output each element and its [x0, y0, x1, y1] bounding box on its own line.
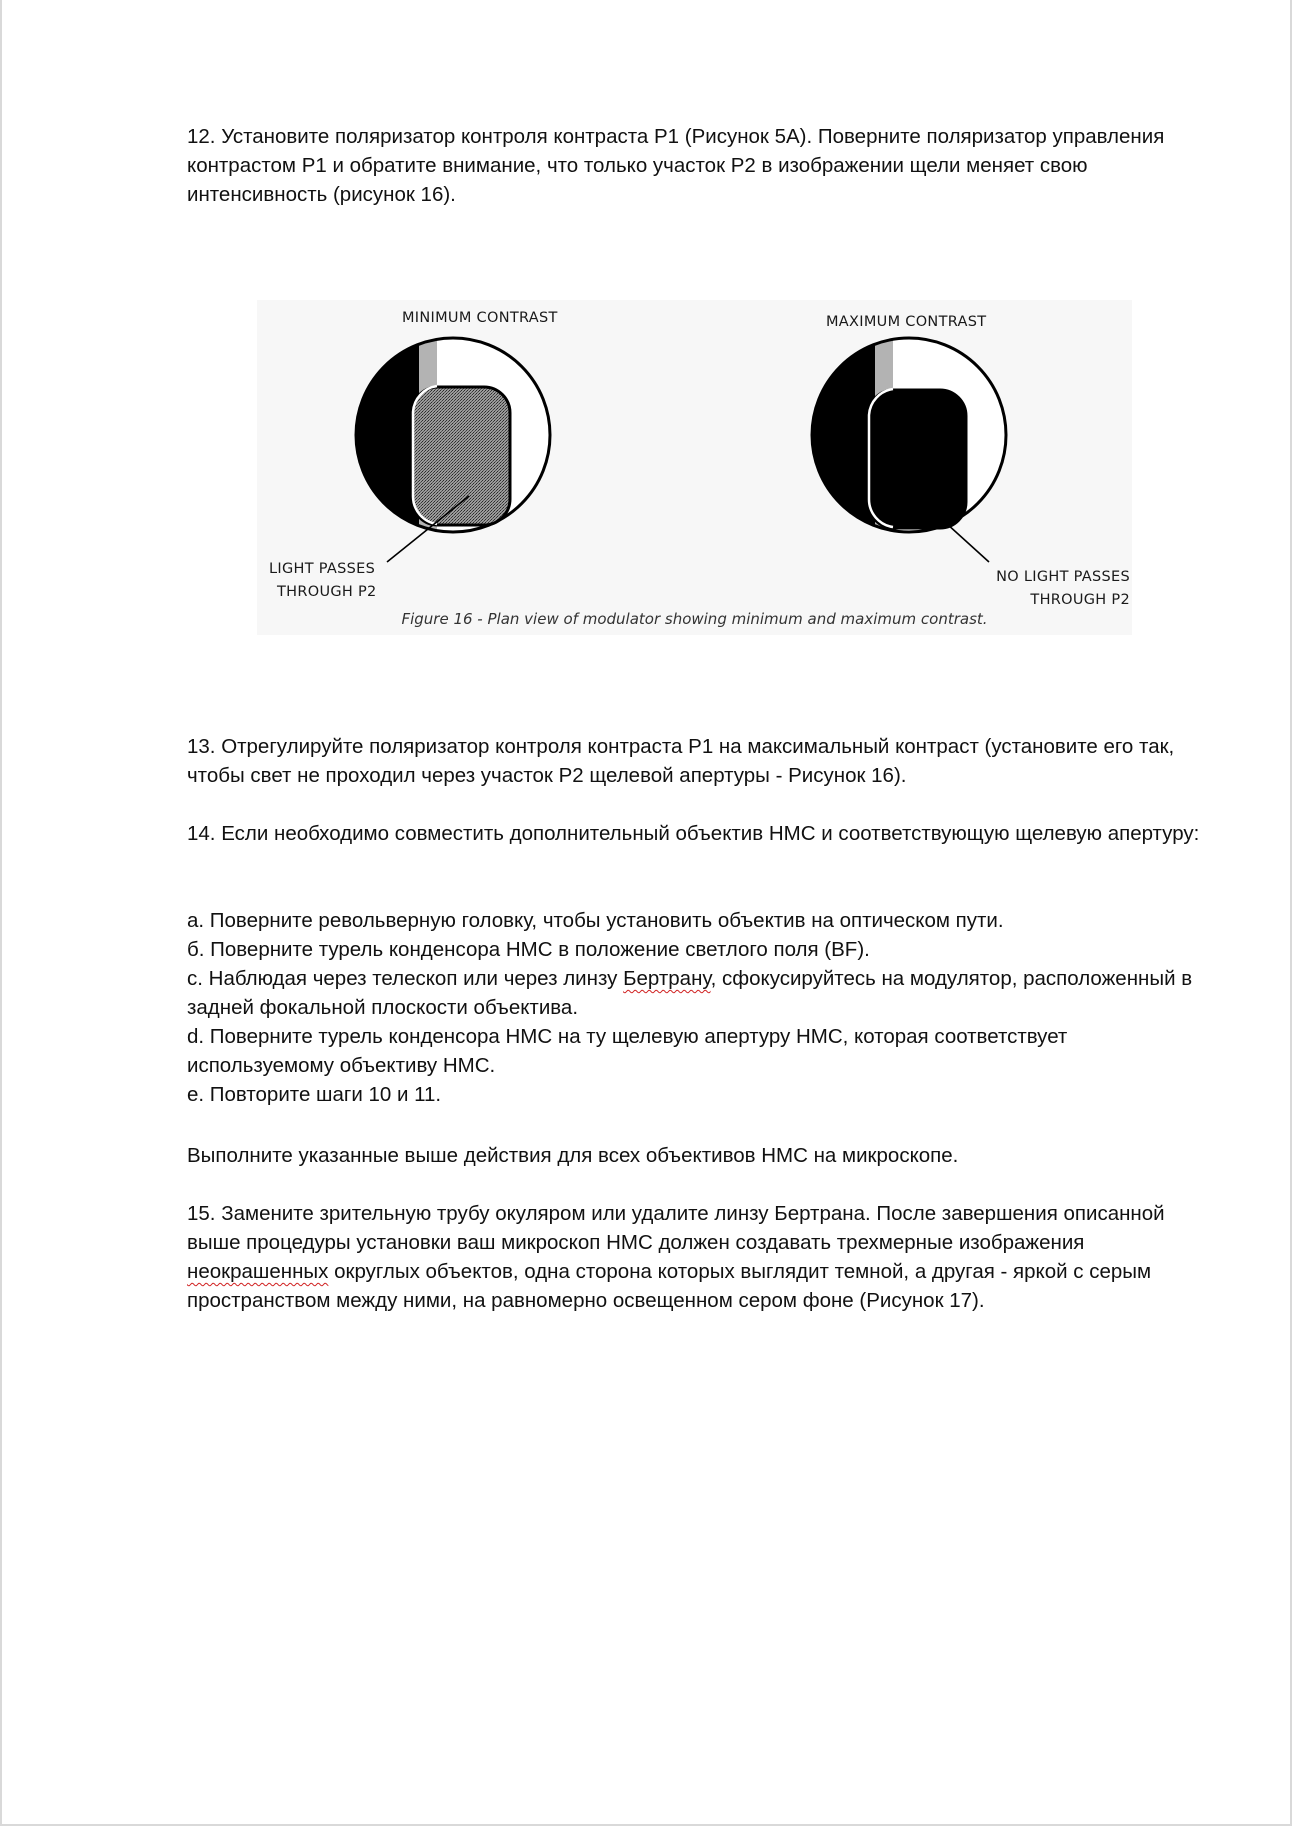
step-15-text: [187, 1199, 1207, 1315]
repeat-note-paragraph: [187, 1141, 1207, 1170]
figure-16: [257, 300, 1132, 635]
spellcheck-word-bertranu[interactable]: Бертрану: [623, 967, 711, 990]
step-15-before: 15. Замените зрительную трубу окуляром или удалите линзу Бертрана. После завершения описанной выше процедуры установки ваш микроскоп HMC должен создавать трехмерные изображения: [187, 1202, 1165, 1254]
step-14-paragraph: [187, 819, 1207, 848]
maximum-contrast-modulator: [803, 330, 1006, 562]
maximum-contrast-title: MAXIMUM CONTRAST: [826, 314, 987, 330]
dark-region-left: [347, 330, 419, 540]
step-12-text: 12. Установите поляризатор контроля контраста P1 (Рисунок 5A). Поверните поляризатор управления контрастом P1 и обратите внимание, что только участок P2 в изображении щели меняет свою интенсивность (рисунок 16).: [187, 125, 1165, 206]
step-14-text: 14. Если необходимо совместить дополнительный объектив HMC и соответствующую щелевую апертуру:: [187, 822, 1200, 845]
dark-region-right: [803, 330, 875, 540]
substep-c-before: c. Наблюдая через телескоп или через линзу: [187, 967, 624, 990]
right-callout-line2: THROUGH P2: [1030, 592, 1130, 608]
left-callout-line2: THROUGH P2: [277, 584, 377, 600]
step-15-after: округлых объектов, одна сторона которых выглядит темной, а другая - яркой с серым пространством между ними, на равномерно освещенном сером фоне (Рисунок 17).: [187, 1260, 1152, 1312]
minimum-contrast-modulator: [347, 330, 550, 562]
substep-e: e. Повторите шаги 10 и 11.: [187, 1083, 442, 1106]
substeps-list: [187, 906, 1207, 1109]
step-13-paragraph: [187, 732, 1207, 790]
minimum-contrast-title: MINIMUM CONTRAST: [402, 310, 558, 326]
substep-a: а. Поверните револьверную головку, чтобы установить объектив на оптическом пути.: [187, 909, 1004, 932]
substep-d: d. Поверните турель конденсора HMC на ту щелевую апертуру HMC, которая соответствует используемому объективу HMC.: [187, 1025, 1068, 1077]
figure-caption: Figure 16 - Plan view of modulator showing minimum and maximum contrast.: [401, 610, 988, 628]
substep-c-after: , сфокусируйтесь на модулятор, расположенный в задней фокальной плоскости объектива.: [187, 967, 1193, 1019]
p2-region-dark: [868, 390, 966, 528]
left-callout-line1: LIGHT PASSES: [269, 561, 376, 577]
step-12-paragraph: [187, 122, 1207, 209]
spellcheck-word-neokrashennyh[interactable]: неокрашенных: [187, 1260, 329, 1283]
right-callout-line1: NO LIGHT PASSES: [996, 569, 1130, 585]
substep-b: б. Поверните турель конденсора HMC в положение светлого поля (BF).: [187, 938, 870, 961]
step-15-paragraph: [187, 1199, 1207, 1315]
substep-c: [187, 964, 1207, 1022]
repeat-note-text: Выполните указанные выше действия для всех объективов HMC на микроскопе.: [187, 1144, 959, 1167]
step-13-text: 13. Отрегулируйте поляризатор контроля контраста P1 на максимальный контраст (установите его так, чтобы свет не проходил через участок P2 щелевой апертуры - Рисунок 16).: [187, 735, 1175, 787]
p2-region-light: [412, 387, 510, 525]
